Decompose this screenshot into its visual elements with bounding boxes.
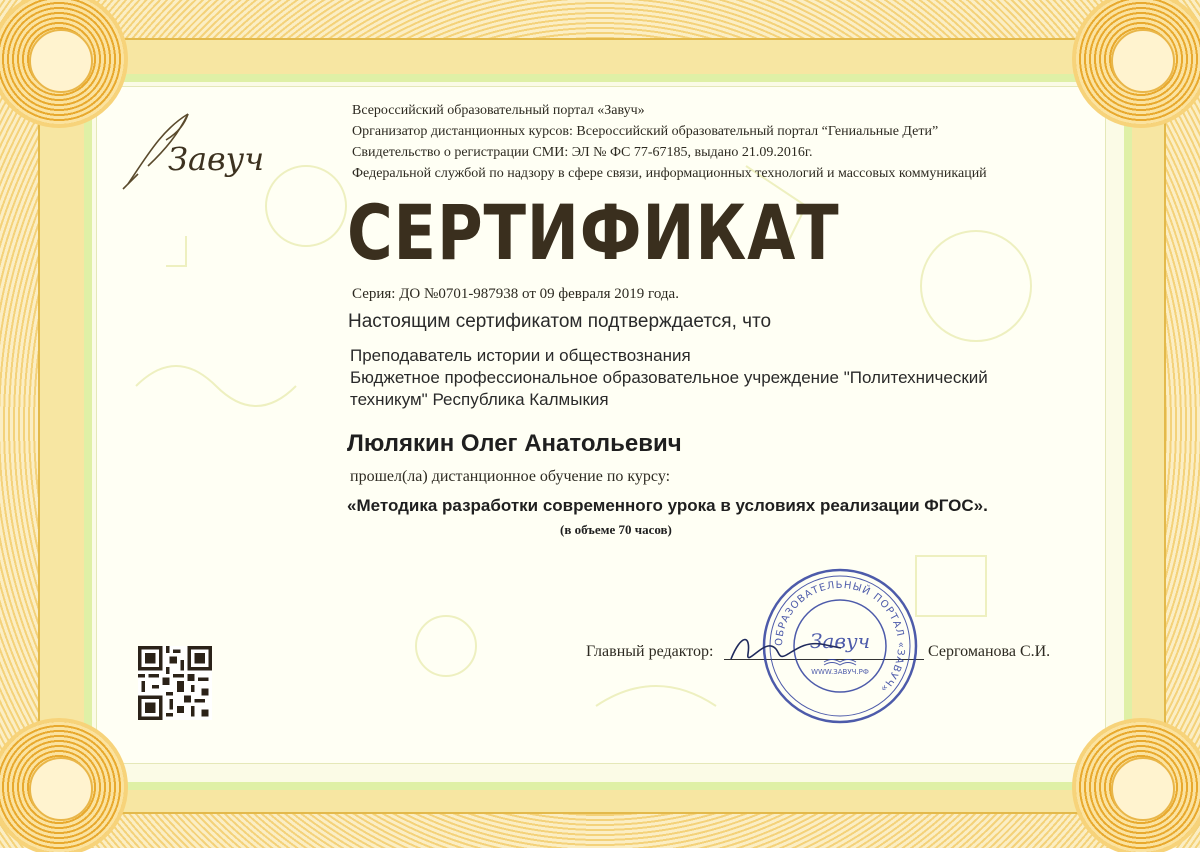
issuer-info — [352, 100, 987, 184]
stamp-ring-text: ОБРАЗОВАТЕЛЬНЫЙ ПОРТАЛ «ЗАВУЧ» — [773, 579, 907, 695]
recipient-position — [350, 345, 1050, 411]
course-hours: (в объеме 70 часов) — [560, 522, 672, 537]
certificate-series: Серия: ДО №0701-987938 от 09 февраля 2019 года. — [352, 286, 679, 302]
stamp-url: WWW.ЗАВУЧ.РФ — [811, 668, 869, 676]
qr-code-icon — [136, 646, 214, 720]
recipient-name: Люлякин Олег Анатольевич — [347, 430, 682, 457]
signature — [726, 624, 846, 674]
organizer: Организатор дистанционных курсов: Всероссийский образовательный портал “Гениальные Дети” — [352, 124, 939, 139]
institution-line-2: техникум" Республика Калмыкия — [350, 390, 609, 409]
portal-name: Всероссийский образовательный портал «Завуч» — [352, 103, 645, 118]
registration-authority: Федеральной службой по надзору в сфере связи, информационных технологий и массовых коммуникаций — [352, 166, 987, 181]
logo-text: Завуч — [168, 140, 265, 178]
position-line: Преподаватель истории и обществознания — [350, 346, 691, 365]
editor-label: Главный редактор: — [586, 643, 714, 660]
zavuch-logo — [118, 104, 278, 194]
registration: Свидетельство о регистрации СМИ: ЭЛ № ФС 77-67185, выдано 21.09.2016г. — [352, 145, 813, 160]
institution-line: Бюджетное профессиональное образовательное учреждение "Политехнический — [350, 368, 988, 387]
editor-name: Сергоманова С.И. — [928, 643, 1051, 660]
confirmation-text: Настоящим сертификатом подтверждается, что — [348, 311, 772, 332]
completion-text: прошел(ла) дистанционное обучение по курсу: — [350, 468, 671, 485]
course-title: «Методика разработки современного урока в условиях реализации ФГОС». — [347, 496, 988, 515]
certificate-title: СЕРТИФИКАТ — [347, 188, 840, 277]
stamp-center-text: Завуч — [809, 629, 871, 653]
